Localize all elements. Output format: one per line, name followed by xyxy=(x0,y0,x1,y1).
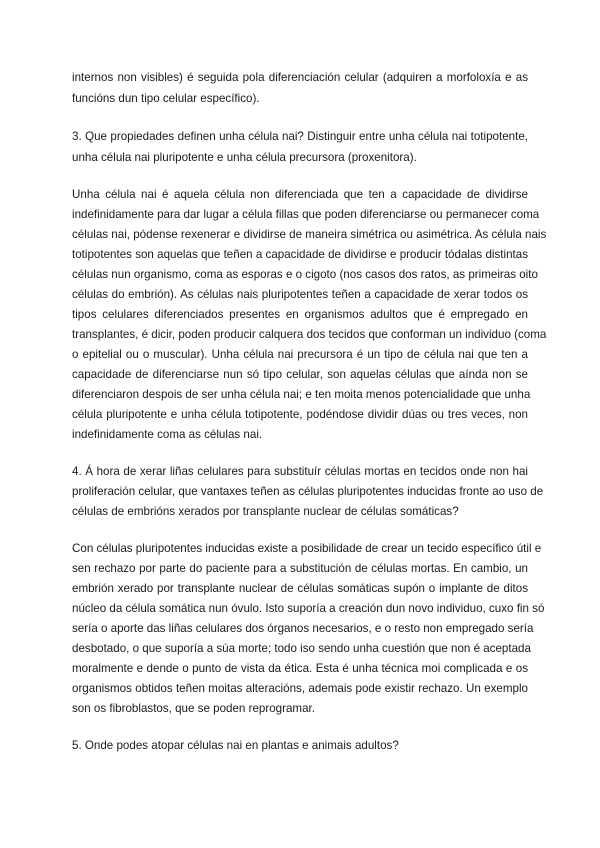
answer-3-line: transplantes, é dicir, poden producir calquera dos tecidos que conforman un individuo (coma xyxy=(72,328,547,341)
answer-4-line: sería o aporte das liñas celulares dos órganos necesarios, e o resto non empregado sería xyxy=(72,622,534,635)
question-3-line: 3. Que propiedades definen unha célula nai? Distinguir entre unha célula nai totipotente, xyxy=(72,130,528,143)
answer-3-line: célula pluripotente e unha célula totipotente, podéndose dividir dúas ou tres veces, non xyxy=(72,408,528,421)
answer-3-line: Unha célula nai é aquela célula non diferenciada que ten a capacidade de dividirse xyxy=(72,188,528,201)
answer-3-line: células nun organismo, coma as esporas e o cigoto (nos casos dos ratos, as primeiras oito xyxy=(72,268,538,281)
question-4-line: 4. Á hora de xerar liñas celulares para substituír células mortas en tecidos onde non hai xyxy=(72,465,528,478)
question-5-line: 5. Onde podes atopar células nai en plantas e animais adultos? xyxy=(72,739,399,752)
answer-4-line: sen rechazo por parte do paciente para a substitución de células mortas. En cambio, un xyxy=(72,562,528,575)
question-3-line: unha célula nai pluripotente e unha célula precursora (proxenitora). xyxy=(72,151,417,164)
paragraph-line: internos non visibles) é seguida pola diferenciación celular (adquiren a morfoloxía e as xyxy=(72,71,528,84)
answer-4-line: son os fibroblastos, que se poden reprogramar. xyxy=(72,702,315,715)
question-4-line: proliferación celular, que vantaxes teñen as células pluripotentes inducidas fronte ao uso de xyxy=(72,485,544,498)
answer-3-line: indefinidamente coma as células nai. xyxy=(72,428,263,441)
answer-3-line: capacidade de diferenciarse nun só tipo celular, son aquelas células que aínda non se xyxy=(72,368,528,381)
answer-4-line: moralmente e dende o punto de vista da ética. Esta é unha técnica moi complicada e os xyxy=(72,662,528,675)
answer-3-line: o epitelial ou o muscular). Unha célula nai precursora é un tipo de célula nai que ten a xyxy=(72,348,528,361)
answer-3-line: células do embrión). As células nais pluripotentes teñen a capacidade de xerar todos os xyxy=(72,288,528,301)
paragraph-line: funcións dun tipo celular específico). xyxy=(72,92,260,105)
answer-4-line: embrión xerado por transplante nuclear de células somáticas supón o implante de ditos xyxy=(72,582,528,595)
answer-4-line: núcleo da célula somática nun óvulo. Isto suporía a creación dun novo individuo, cuxo fin só xyxy=(72,602,545,615)
answer-4-line: organismos obtidos teñen moitas alteracións, ademais pode existir rechazo. Un exemplo xyxy=(72,682,528,695)
answer-3-line: tipos celulares diferenciados presentes en organismos adultos que é empregado en xyxy=(72,308,528,321)
answer-4-line: desbotado, o que suporía a súa morte; todo iso sendo unha cuestión que non é aceptada xyxy=(72,642,531,655)
answer-3-line: diferenciaron despois de ser unha célula nai; e ten moita menos potencialidade que unha xyxy=(72,388,531,401)
answer-3-line: totipotentes son aquelas que teñen a capacidade de dividirse e producir tódalas distintas xyxy=(72,248,528,261)
answer-3-line: células nai, pódense rexenerar e dividirse de maneira simétrica ou asimétrica. As célula nais xyxy=(72,228,547,241)
answer-3-line: indefinidamente para dar lugar a célula fillas que poden diferenciarse ou permanecer coma xyxy=(72,208,540,221)
question-4-line: células de embrións xerados por transplante nuclear de células somáticas? xyxy=(72,505,459,518)
answer-4-line: Con células pluripotentes inducidas existe a posibilidade de crear un tecido específico útil e xyxy=(72,542,542,555)
